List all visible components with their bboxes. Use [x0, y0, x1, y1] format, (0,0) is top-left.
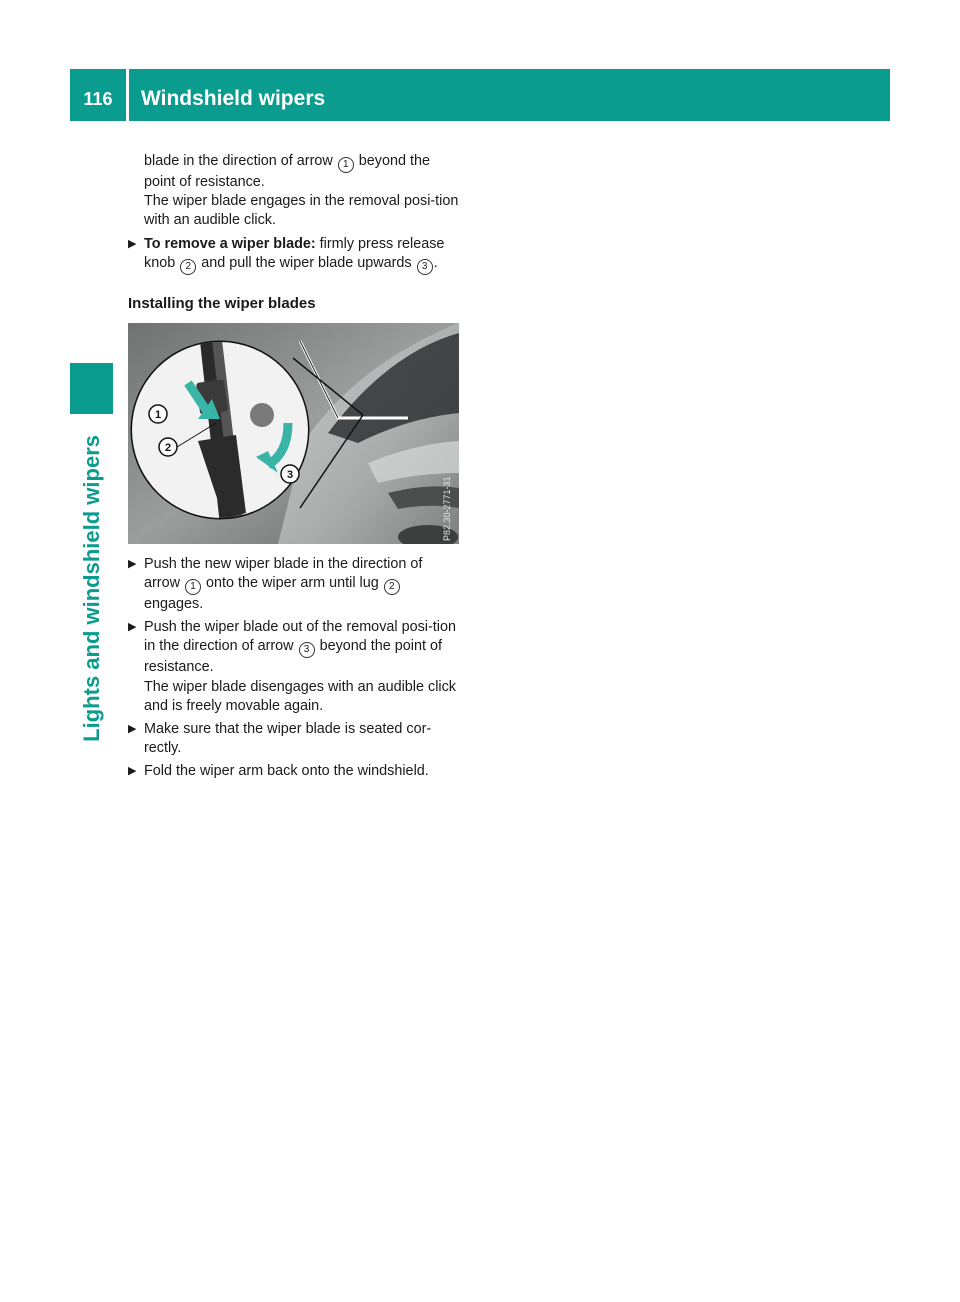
instruction-text: beyond the point of resistance.: [144, 638, 442, 676]
instruction-text: engages.: [144, 596, 204, 613]
callout-number: 3: [299, 642, 315, 658]
instruction-bold-lead: To remove a wiper blade:: [144, 235, 316, 252]
instruction-text: and pull the wiper blade upwards: [201, 254, 412, 271]
instruction-text: Push the new wiper blade in the direction of arrow: [144, 555, 423, 592]
chapter-label-text: Lights and windshield wipers: [79, 434, 104, 742]
instruction-arrow-icon: ▶: [128, 237, 137, 250]
chapter-label: [69, 418, 115, 758]
instruction-step-3: [128, 720, 462, 758]
instruction-text: Push the wiper blade out of the removal posi-tion in the direction of arrow: [144, 619, 456, 655]
page-number: 116: [83, 89, 113, 109]
wiper-installation-figure: [128, 323, 459, 544]
page-title: Windshield wipers: [141, 87, 326, 110]
callout-number: 1: [338, 157, 354, 173]
instruction-text: firmly press release knob: [144, 235, 445, 271]
paragraph-text: The wiper blade engages in the removal posi-tion with an audible click.: [144, 193, 459, 229]
instruction-text: Make sure that the wiper blade is seated cor-rectly.: [144, 721, 432, 757]
instruction-arrow-icon: ▶: [128, 765, 137, 778]
callout-number: 1: [185, 579, 201, 595]
instruction-step-2: [128, 618, 462, 716]
instruction-text: Fold the wiper arm back onto the windshield.: [144, 763, 429, 780]
continued-paragraph: [128, 152, 462, 231]
chapter-marker: [70, 363, 113, 414]
instruction-text: onto the wiper arm until lug: [205, 575, 379, 592]
wiper-illustration: [128, 323, 459, 544]
callout-3-label: 3: [286, 468, 294, 481]
instruction-arrow-icon: ▶: [128, 621, 137, 634]
callout-2-label: 2: [164, 441, 172, 454]
callout-number: 2: [180, 259, 196, 275]
instruction-step-4: [128, 762, 462, 781]
instruction-arrow-icon: ▶: [128, 723, 137, 736]
instruction-text: .: [433, 254, 438, 271]
callout-1-label: 1: [154, 408, 162, 421]
instruction-arrow-icon: ▶: [128, 557, 137, 570]
figure-code: P82.30-2771-31: [442, 476, 452, 541]
header-divider: [126, 69, 129, 121]
content-column: [128, 152, 462, 782]
instruction-note: The wiper blade disengages with an audible click and is freely movable again.: [144, 678, 456, 714]
instruction-remove-blade: [128, 235, 462, 275]
callout-number: 3: [417, 259, 433, 275]
callout-number: 2: [384, 579, 400, 595]
section-heading: Installing the wiper blades: [128, 294, 316, 312]
paragraph-text: blade in the direction of arrow: [144, 153, 333, 169]
paragraph-text: beyond the point of resistance.: [144, 153, 431, 190]
instruction-step-1: [128, 555, 462, 614]
